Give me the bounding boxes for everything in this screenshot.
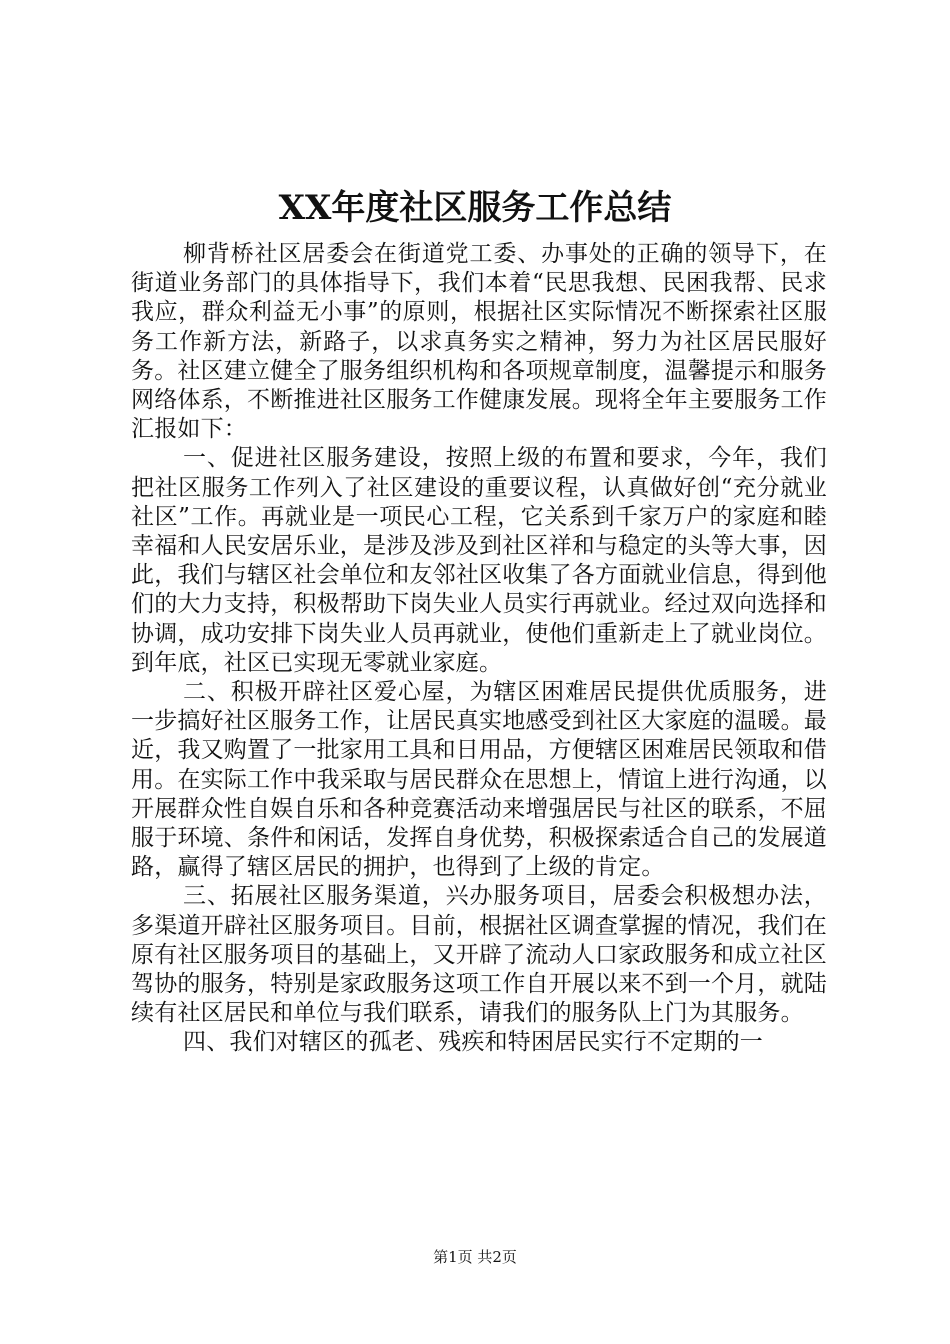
paragraph-intro: 柳背桥社区居委会在街道党工委、办事处的正确的领导下，在街道业务部门的具体指导下，我们本着“民思我想、民困我帮、民求我应，群众利益无小事”的原则，根据社区实际情况不断探索社区服务工作新方法，新路子，以求真务实之精神，努力为社区居民服好务。社区建立健全了服务组织机构和各项规章制度，温馨提示和服务网络体系，不断推进社区服务工作健康发展。现将全年主要服务工作汇报如下： — [131, 241, 827, 443]
document-body — [131, 240, 827, 1058]
paragraph-section-1: 一、促进社区服务建设，按照上级的布置和要求，今年，我们把社区服务工作列入了社区建设的重要议程，认真做好创“充分就业社区”工作。再就业是一项民心工程，它关系到千家万户的家庭和睦幸福和人民安居乐业，是涉及涉及到社区祥和与稳定的头等大事，因此，我们与辖区社会单位和友邻社区收集了各方面就业信息，得到他们的大力支持，积极帮助下岗失业人员实行再就业。经过双向选择和协调，成功安排下岗失业人员再就业，使他们重新走上了就业岗位。到年底，社区已实现无零就业家庭。 — [131, 445, 827, 676]
paragraph-section-3: 三、拓展社区服务渠道，兴办服务项目，居委会积极想办法，多渠道开辟社区服务项目。目前，根据社区调查掌握的情况，我们在原有社区服务项目的基础上，又开辟了流动人口家政服务和成立社区驾协的服务，特别是家政服务这项工作自开展以来不到一个月，就陆续有社区居民和单位与我们联系，请我们的服务队上门为其服务。 — [131, 883, 827, 1027]
document-title: XX年度社区服务工作总结 — [278, 188, 672, 228]
page-number-footer: 第1页 共2页 — [433, 1248, 517, 1266]
paragraph-section-2: 二、积极开辟社区爱心屋，为辖区困难居民提供优质服务，进一步搞好社区服务工作，让居民真实地感受到社区大家庭的温暖。最近，我又购置了一批家用工具和日用品，方便辖区困难居民领取和借用。在实际工作中我采取与居民群众在思想上，情谊上进行沟通，以开展群众性自娱自乐和各种竞赛活动来增强居民与社区的联系，不屈服于环境、条件和闲话，发挥自身优势，积极探索适合自己的发展道路，赢得了辖区居民的拥护，也得到了上级的肯定。 — [131, 679, 827, 881]
paragraph-section-4: 四、我们对辖区的孤老、残疾和特困居民实行不定期的一 — [183, 1029, 763, 1056]
